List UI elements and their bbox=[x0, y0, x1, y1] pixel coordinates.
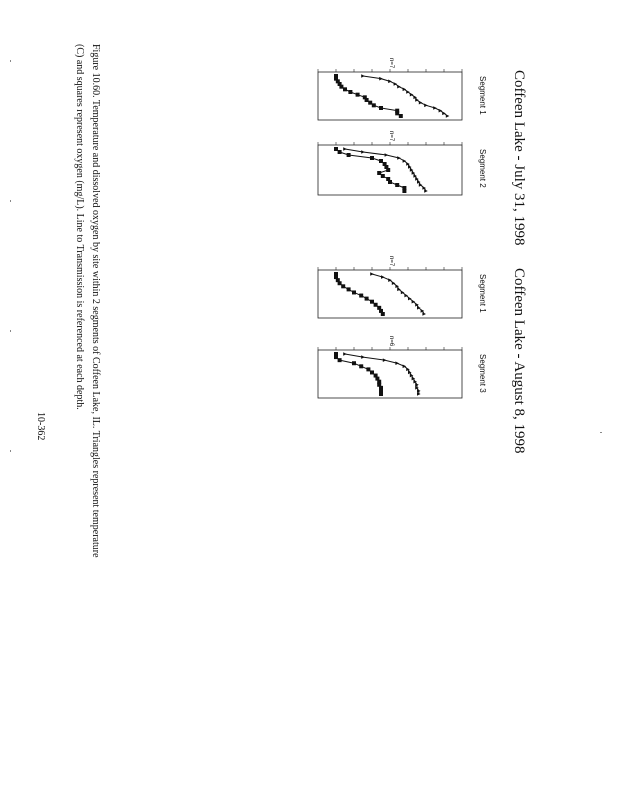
oxygen-point bbox=[334, 147, 338, 151]
temperature-point bbox=[433, 106, 437, 110]
temperature-point bbox=[343, 352, 347, 356]
temperature-point bbox=[446, 114, 450, 118]
oxygen-point bbox=[374, 303, 378, 307]
figure-caption-line1: Figure 10.60. Temperature and dissolved oxygen by site within 2 segments of Coffeen Lake, IL. Triangles represent temperature bbox=[90, 44, 101, 558]
temperature-point bbox=[422, 312, 426, 316]
temperature-point bbox=[424, 104, 428, 108]
temperature-point bbox=[397, 85, 401, 89]
scan-speck bbox=[10, 60, 11, 62]
scan-speck bbox=[600, 432, 602, 433]
oxygen-point bbox=[365, 98, 369, 102]
oxygen-point bbox=[402, 189, 406, 193]
legend-label: n=6 bbox=[388, 336, 394, 347]
segment-label: Segment 3 bbox=[478, 354, 487, 393]
legend-label: n=7 bbox=[388, 131, 394, 142]
oxygen-point bbox=[348, 90, 352, 94]
oxygen-point bbox=[370, 370, 374, 374]
oxygen-point bbox=[338, 281, 342, 285]
page-number: 10-362 bbox=[35, 412, 46, 441]
temperature-point bbox=[383, 358, 387, 362]
temperature-point bbox=[343, 147, 347, 151]
oxygen-point bbox=[395, 111, 399, 115]
segment-label: Segment 1 bbox=[478, 76, 487, 115]
oxygen-point bbox=[338, 358, 342, 362]
temperature-point bbox=[385, 153, 389, 157]
oxygen-point bbox=[339, 85, 343, 89]
temperature-point bbox=[424, 189, 428, 193]
chart-frame bbox=[318, 72, 462, 120]
temperature-series-line bbox=[363, 76, 448, 116]
legend-label: n=7 bbox=[388, 58, 394, 69]
scan-speck bbox=[10, 450, 11, 452]
oxygen-point bbox=[386, 168, 390, 172]
temperature-point bbox=[361, 355, 365, 359]
segment-label: Segment 1 bbox=[478, 274, 487, 313]
oxygen-point bbox=[366, 367, 370, 371]
temperature-point bbox=[381, 275, 385, 279]
oxygen-point bbox=[370, 300, 374, 304]
scan-speck bbox=[10, 330, 11, 332]
oxygen-point bbox=[372, 103, 376, 107]
oxygen-point bbox=[347, 287, 351, 291]
oxygen-point bbox=[352, 361, 356, 365]
oxygen-point bbox=[399, 114, 403, 118]
oxygen-point bbox=[365, 297, 369, 301]
temperature-point bbox=[388, 80, 392, 84]
panel-title-july: Coffeen Lake - July 31, 1998 bbox=[511, 70, 527, 246]
temperature-point bbox=[379, 77, 383, 81]
oxygen-point bbox=[341, 284, 345, 288]
oxygen-point bbox=[379, 159, 383, 163]
oxygen-point bbox=[395, 183, 399, 187]
oxygen-point bbox=[338, 150, 342, 154]
chart-frame bbox=[318, 350, 462, 398]
legend-label: n=7 bbox=[388, 256, 394, 267]
oxygen-point bbox=[359, 364, 363, 368]
oxygen-point bbox=[343, 87, 347, 91]
temperature-point bbox=[419, 101, 423, 105]
oxygen-point bbox=[368, 101, 372, 105]
scan-speck bbox=[10, 200, 11, 202]
temperature-point bbox=[370, 272, 374, 276]
panel-title-august: Coffeen Lake - August 8, 1998 bbox=[511, 268, 527, 454]
figure-caption-line2: (C) and squares represent oxygen (mg/L). Line to Transmission is referenced at each depth. bbox=[74, 44, 85, 410]
oxygen-point bbox=[381, 174, 385, 178]
oxygen-point bbox=[381, 312, 385, 316]
oxygen-point bbox=[347, 153, 351, 157]
oxygen-point bbox=[379, 392, 383, 396]
oxygen-point bbox=[379, 106, 383, 110]
chart-frame bbox=[318, 270, 462, 318]
oxygen-point bbox=[377, 171, 381, 175]
temperature-point bbox=[395, 361, 399, 365]
oxygen-point bbox=[359, 294, 363, 298]
oxygen-point bbox=[356, 93, 360, 97]
oxygen-point bbox=[388, 180, 392, 184]
oxygen-point bbox=[334, 355, 338, 359]
segment-label: Segment 2 bbox=[478, 149, 487, 188]
oxygen-point bbox=[370, 156, 374, 160]
oxygen-point bbox=[352, 290, 356, 294]
temperature-point bbox=[361, 150, 365, 154]
temperature-point bbox=[361, 74, 365, 78]
oxygen-series-line bbox=[336, 149, 404, 191]
